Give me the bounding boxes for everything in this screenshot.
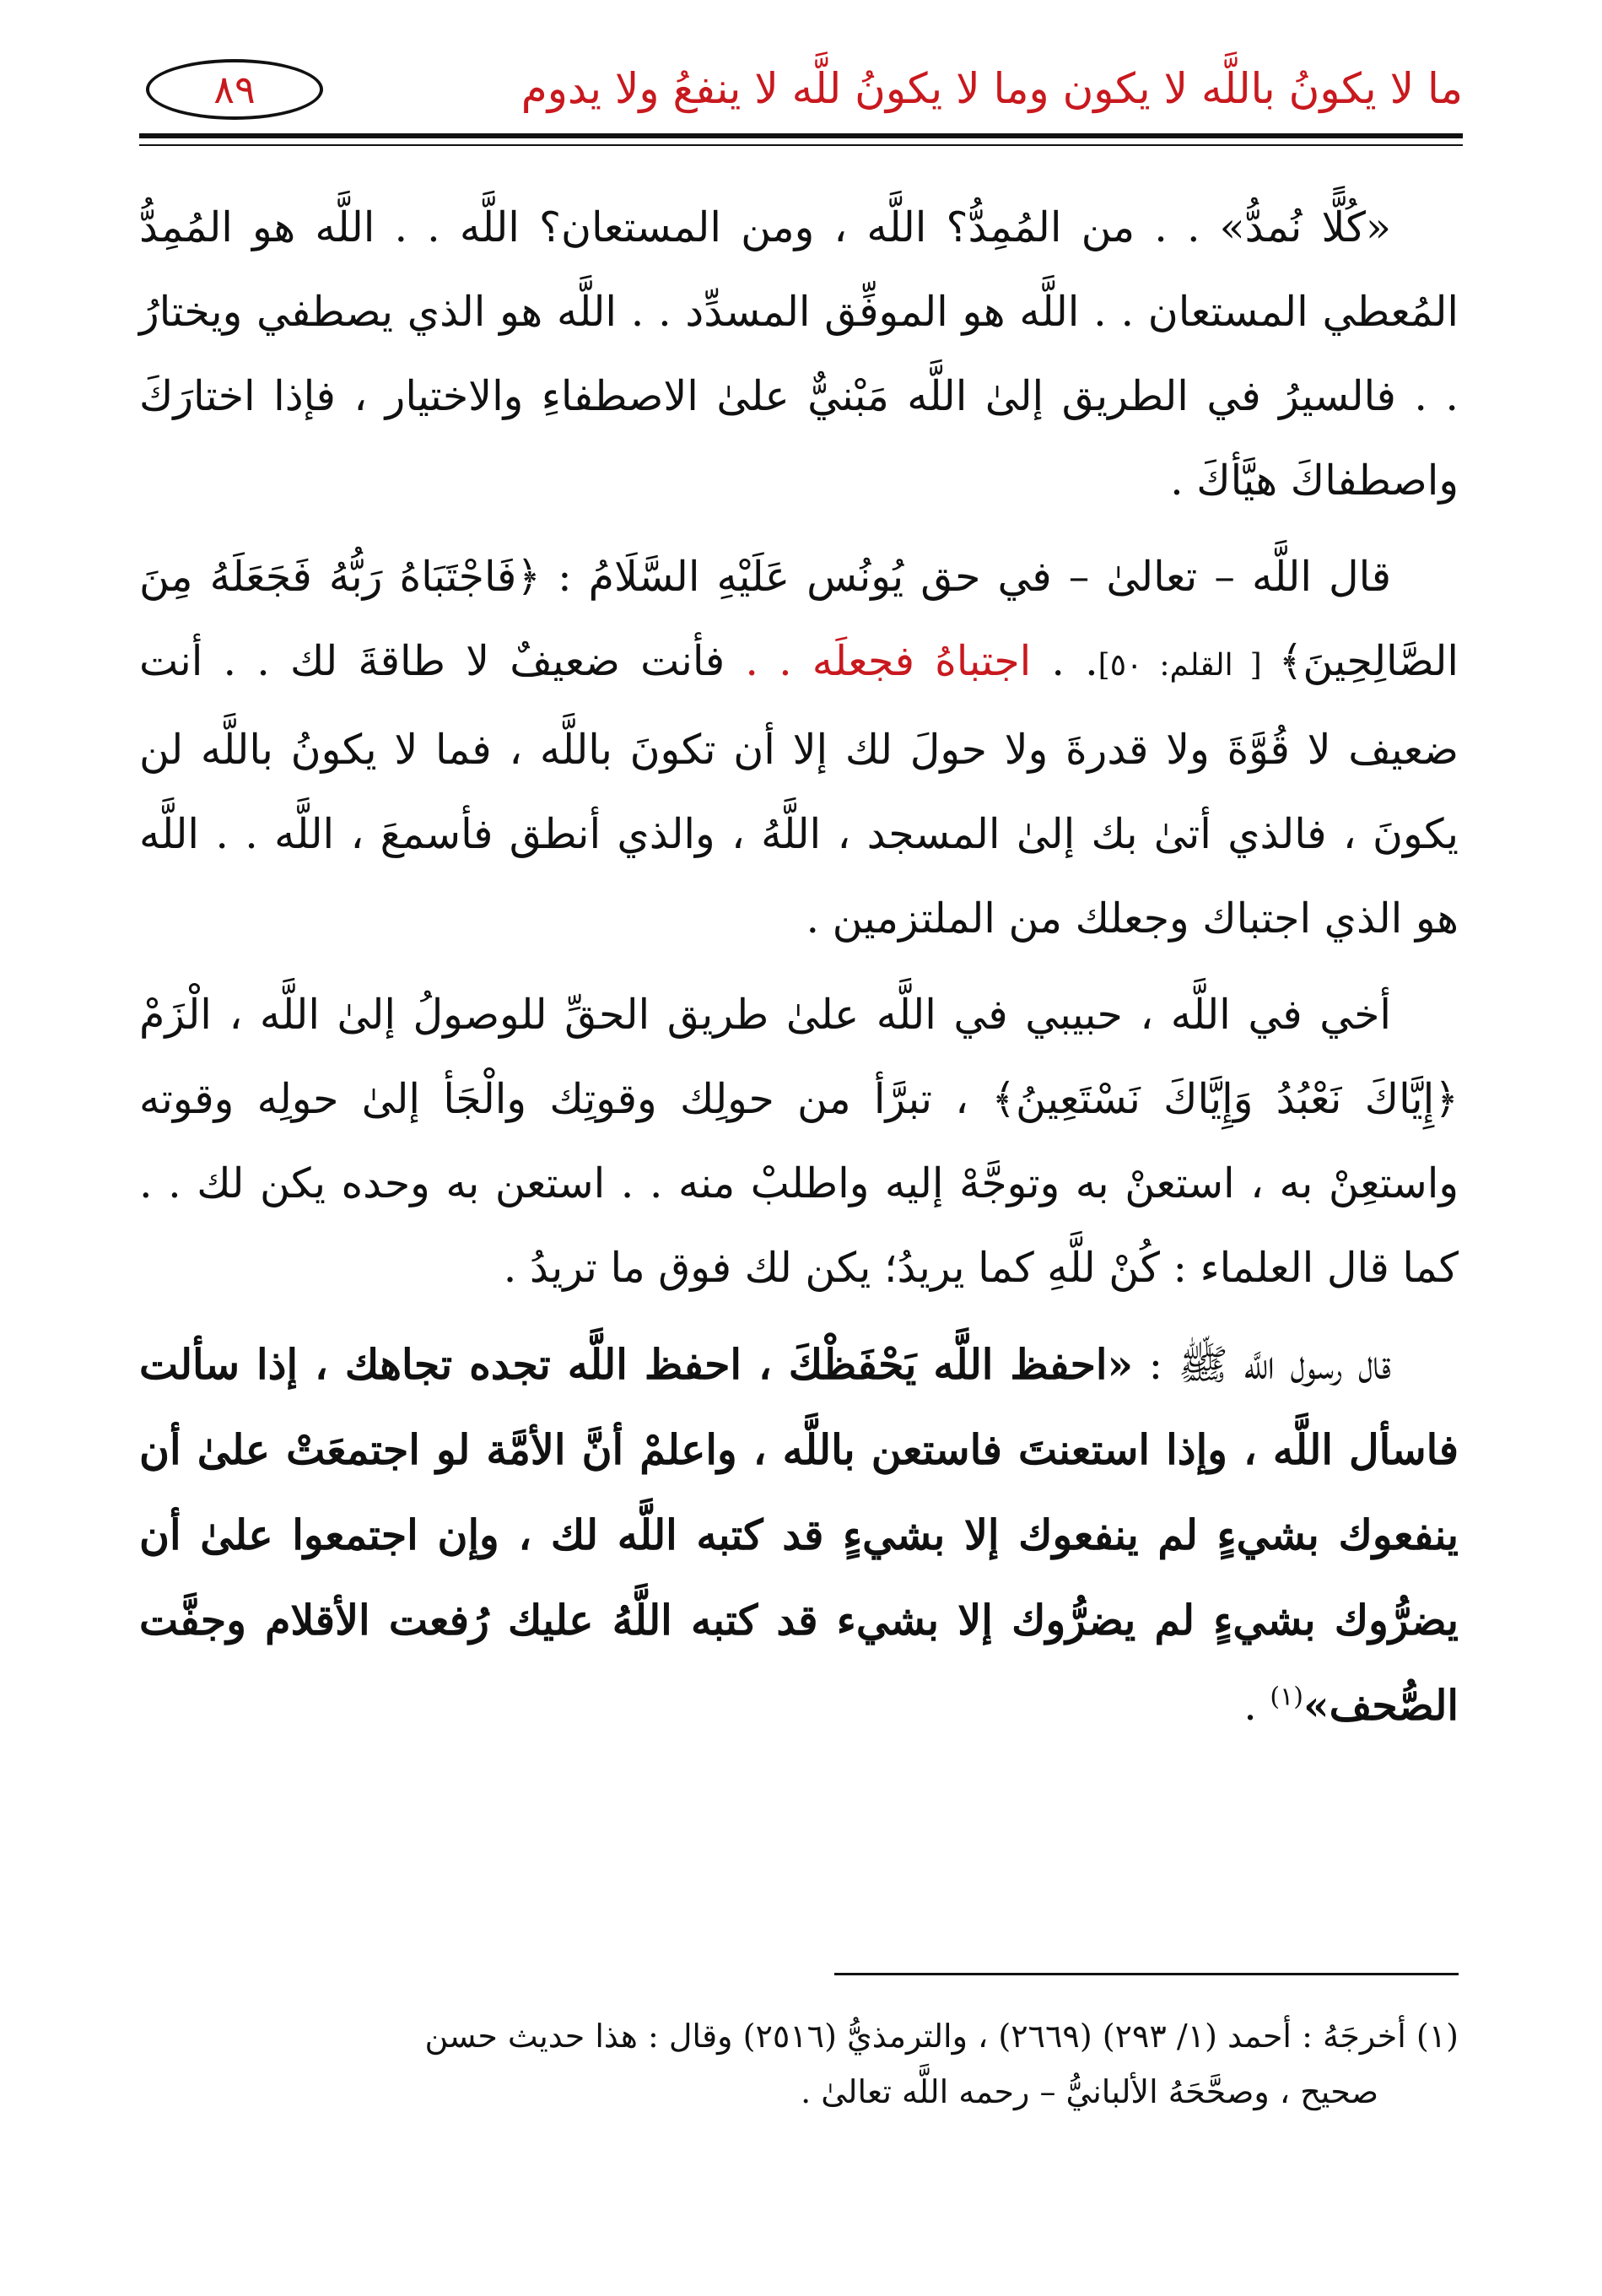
paragraph-2: [139, 535, 1459, 961]
quran-verse-al-fatiha: ﴿إِيَّاكَ نَعْبُدُ وَإِيَّاكَ نَسْتَعِينُ﴾: [991, 1075, 1459, 1123]
footnote-1-line-2: صحيح ، وصحَّحَهُ الألبانيُّ – رحمه اللَّه تعالىٰ .: [801, 2073, 1378, 2110]
paragraph-4-start: قال رسول اللَّه ﷺ :: [1133, 1341, 1391, 1389]
paragraph-4-end: .: [1243, 1682, 1270, 1730]
footnotes: [139, 2008, 1459, 2120]
footnote-marker: (١): [1270, 1682, 1303, 1712]
paragraph-2-end: فأنت ضعيفٌ لا طاقةَ لك . . أنت ضعيف لا قُوَّةَ ولا قدرةَ ولا حولَ لك إلا أن تكونَ باللَّه ، فما لا يكونُ باللَّه لن يكونَ ، فالذي أتىٰ بك إلىٰ المسجد ، اللَّهُ ، والذي أنطق فأسمعَ ، اللَّه . . اللَّه هو الذي اجتباك وجعلك من الملتزمين .: [139, 637, 1459, 943]
highlight-red-phrase: اجتباهُ فجعلَه . .: [745, 637, 1032, 685]
verse-reference: [ القلم: ٥٠]: [1098, 648, 1279, 683]
paragraph-3-end: ، تبرَّأ من حولِك وقوتِك والْجَأ إلىٰ حولِه وقوته واستعِنْ به ، استعنْ به وتوجَّهْ إليه واطلبْ منه . . استعن به وحده يكن لك . . كما قال العلماء : كُنْ للَّهِ كما يريدُ؛ يكن لك فوق ما تريدُ .: [139, 1075, 1459, 1292]
footnote-separator: [834, 1973, 1459, 1975]
footnote-1-line-1: (١) أخرجَهُ : أحمد (١/ ٢٩٣) (٢٦٦٩) ، والترمذيُّ (٢٥١٦) وقال : هذا حديث حسن: [424, 2018, 1459, 2055]
header-rule-thick: [139, 133, 1463, 138]
page-body: [139, 186, 1459, 1760]
paragraph-3-start: أخي في اللَّه ، حبيبي في اللَّه علىٰ طريق الحقِّ للوصولُ إلىٰ اللَّه ، الْزَمْ: [139, 991, 1391, 1039]
paragraph-3: [139, 973, 1459, 1310]
page-header: [139, 52, 1463, 145]
running-title: ما لا يكونُ باللَّه لا يكون وما لا يكونُ للَّه لا ينفعُ ولا يدوم: [521, 64, 1463, 113]
header-rule-thin: [139, 144, 1463, 146]
paragraph-2-start: قال اللَّه – تعالىٰ – في حق يُونُس عَلَيْهِ السَّلَامُ :: [541, 553, 1391, 601]
paragraph-1: «كُلًّا نُمدُّ» . . من المُمِدُّ؟ اللَّه ، ومن المستعان؟ اللَّه . . اللَّه هو المُمِدُّ المُعطي المستعان . . اللَّه هو الموفِّق المسدِّد . . اللَّه هو الذي يصطفي ويختارُ . . فالسيرُ في الطريق إلىٰ اللَّه مَبْنيٌّ علىٰ الاصطفاءِ والاختيار ، فإذا اختارَكَ واصطفاكَ هيَّأكَ .: [139, 203, 1459, 505]
hadith-text: «احفظ اللَّه يَحْفَظْكَ ، احفظ اللَّه تجده تجاهك ، إذا سألت فاسأل اللَّه ، وإذا استعنتَ فاستعن باللَّه ، واعلمْ أنَّ الأمَّة لو اجتمعَتْ علىٰ أن ينفعوك بشيءٍ لم ينفعوك إلا بشيءٍ قد كتبه اللَّه لك ، وإن اجتمعوا علىٰ أن يضرُّوك بشيءٍ لم يضرُّوك إلا بشيء قد كتبه اللَّهُ عليك رُفعت الأقلام وجفَّت الصُّحف»: [139, 1340, 1459, 1730]
page-number-badge: ٨٩: [146, 59, 323, 120]
quran-verse-al-qalam: ﴿فَاجْتَبَاهُ رَبُّهُ فَجَعَلَهُ مِنَ الصَّالِحِينَ﴾: [139, 553, 1459, 685]
paragraph-4: [139, 1322, 1459, 1748]
paragraph-2-mid: . .: [1031, 637, 1098, 685]
